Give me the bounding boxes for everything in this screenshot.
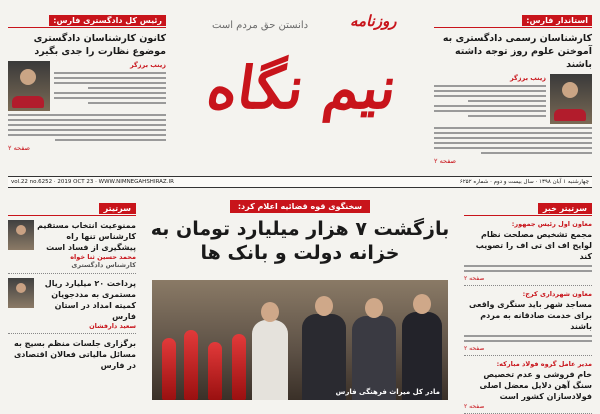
see-page-link[interactable]: صفحه ۲ (464, 403, 485, 410)
brief-title[interactable]: خام فروشی و عدم تخصیص سنگ آهن دلایل معضل اصلی فولادسازان کشور است (479, 370, 592, 401)
person-head (413, 294, 431, 314)
story-photo (8, 61, 50, 111)
author-photo (8, 220, 34, 250)
lead-photo (152, 280, 448, 400)
flowers-image (12, 96, 44, 108)
story-title[interactable]: کارشناسان رسمی دادگستری به آموختن علوم روز توجه داشته باشند (442, 33, 592, 70)
lead-kicker: سخنگوی قوه قضائیه اعلام کرد: (230, 200, 370, 213)
lead-story[interactable] (144, 194, 456, 400)
text-line (464, 340, 592, 342)
vase-image (208, 342, 222, 400)
opinion-item[interactable] (8, 220, 136, 274)
story-text (434, 74, 546, 124)
text-line (54, 77, 166, 79)
text-line (468, 115, 546, 117)
text-line (88, 102, 166, 104)
masthead (172, 2, 428, 167)
story-photo (550, 74, 592, 124)
section-header (434, 8, 592, 28)
story-body (8, 61, 166, 111)
text-line (434, 132, 592, 134)
see-page-link[interactable]: صفحه ۲ (8, 144, 31, 152)
issue-info-latin: vol.22 no.6252 · 2019 OCT 23 · WWW.NIMNEGAHSHIRAZ.IR (11, 179, 174, 185)
text-line (481, 152, 592, 154)
brief-title[interactable]: مجمع تشخیص مصلحت نظام لوایح اف ای تی اف را تصویب کند (475, 230, 592, 261)
author-note: کارشناس دادگستری (71, 261, 136, 269)
text-line (54, 72, 166, 74)
top-left-story[interactable] (8, 8, 166, 168)
text-line (434, 85, 546, 87)
section-label: استاندار فارس: (522, 15, 592, 26)
section-header (8, 8, 166, 28)
opinion-text (37, 278, 136, 330)
lead-kicker-wrap (144, 194, 456, 213)
person-figure (402, 312, 442, 400)
flowers-image (554, 109, 586, 121)
author-name: سعید دارفشان (89, 322, 136, 330)
column-header (8, 196, 136, 216)
top-right-story[interactable] (434, 8, 592, 168)
byline: زینب برزگر (509, 74, 546, 82)
author-name: محمد حسین ثنا خواه (70, 253, 136, 261)
text-line (8, 124, 166, 126)
text-line (434, 127, 592, 129)
opinion-item[interactable] (8, 338, 136, 374)
opinion-title[interactable]: ممنوعیت انتخاب مستقیم کارشناس تنها راه پیشگیری از فساد است (37, 221, 136, 252)
text-line (88, 87, 166, 89)
story-title[interactable]: کانون کارشناسان دادگستری موضوع نظارت را جدی بگیرد (33, 33, 166, 57)
text-line (434, 147, 592, 149)
text-line (8, 134, 166, 136)
rooznameh-label: روزنامه (350, 12, 397, 30)
text-line (434, 110, 546, 112)
logo-text: نیم نگاه (202, 54, 402, 122)
lead-headline[interactable]: بازگشت ۷ هزار میلیارد تومان به خزانه دولت و بانک ها (150, 218, 450, 264)
opinion-text (8, 338, 136, 371)
opinion-title[interactable]: برگزاری جلسات منظم بسیج به مسائل مالیاتی فعالان اقتصادی در فارس (13, 339, 136, 370)
text-line (434, 137, 592, 139)
text-line (54, 82, 166, 84)
text-line (8, 129, 166, 131)
text-line (464, 265, 592, 267)
vase-image (162, 338, 176, 400)
opinion-text (37, 220, 136, 270)
text-line (54, 97, 166, 99)
text-line (434, 90, 546, 92)
brief-kicker: معاون اول رئیس جمهور: (511, 220, 592, 228)
person-head (365, 298, 383, 318)
newspaper-logo (192, 36, 412, 146)
tagline: دانستن حق مردم است (212, 20, 309, 31)
text-line (434, 95, 546, 97)
opinion-title[interactable]: پرداخت ۲۰ میلیارد ریال مستمری به مددجویان کمیته امداد در استان فارس (44, 279, 136, 321)
right-briefs-column (464, 196, 592, 410)
text-line (468, 100, 546, 102)
vase-image (184, 330, 198, 400)
vase-image (232, 334, 246, 400)
text-line (434, 105, 546, 107)
brief-item[interactable] (464, 220, 592, 286)
story-body (434, 74, 592, 124)
brief-item[interactable] (464, 360, 592, 414)
brief-item[interactable] (464, 290, 592, 356)
photo-caption: مادر کل میراث فرهنگی فارس (335, 388, 440, 396)
opinion-item[interactable] (8, 278, 136, 334)
story-text (54, 61, 166, 111)
see-page-link[interactable]: صفحه ۲ (464, 345, 485, 352)
person-head (261, 302, 279, 322)
issue-info-persian: چهارشنبه ۱ آبان ۱۳۹۸ · سال بیست و دوم · شماره ۶۲۵۲ (459, 179, 589, 185)
text-line (464, 335, 592, 337)
brief-kicker: مدیر عامل گروه فولاد مبارکه: (496, 360, 592, 368)
column-header-label: سرتیتر خبر (538, 203, 592, 214)
left-opinion-column (8, 196, 136, 400)
text-line (8, 114, 166, 116)
column-header (464, 196, 592, 216)
brief-title[interactable]: مساجد شهر باید سنگری واقعی برای خدمت صادقانه به مردم باشند (468, 300, 592, 331)
see-page-link[interactable]: صفحه ۲ (464, 275, 485, 282)
author-photo (8, 278, 34, 308)
byline: زینب برزگر (129, 61, 166, 69)
section-label: رئیس کل دادگستری فارس: (49, 15, 166, 26)
brief-kicker: معاون شهرداری کرج: (522, 290, 592, 298)
text-line (434, 142, 592, 144)
text-line (54, 92, 166, 94)
text-line (464, 270, 592, 272)
see-page-link[interactable]: صفحه ۲ (434, 157, 457, 165)
issue-info-strip (8, 176, 592, 188)
text-line (8, 119, 166, 121)
person-figure (252, 320, 288, 400)
column-header-label: سرتیتر (99, 203, 136, 214)
text-line (55, 139, 166, 141)
person-head (315, 296, 333, 316)
